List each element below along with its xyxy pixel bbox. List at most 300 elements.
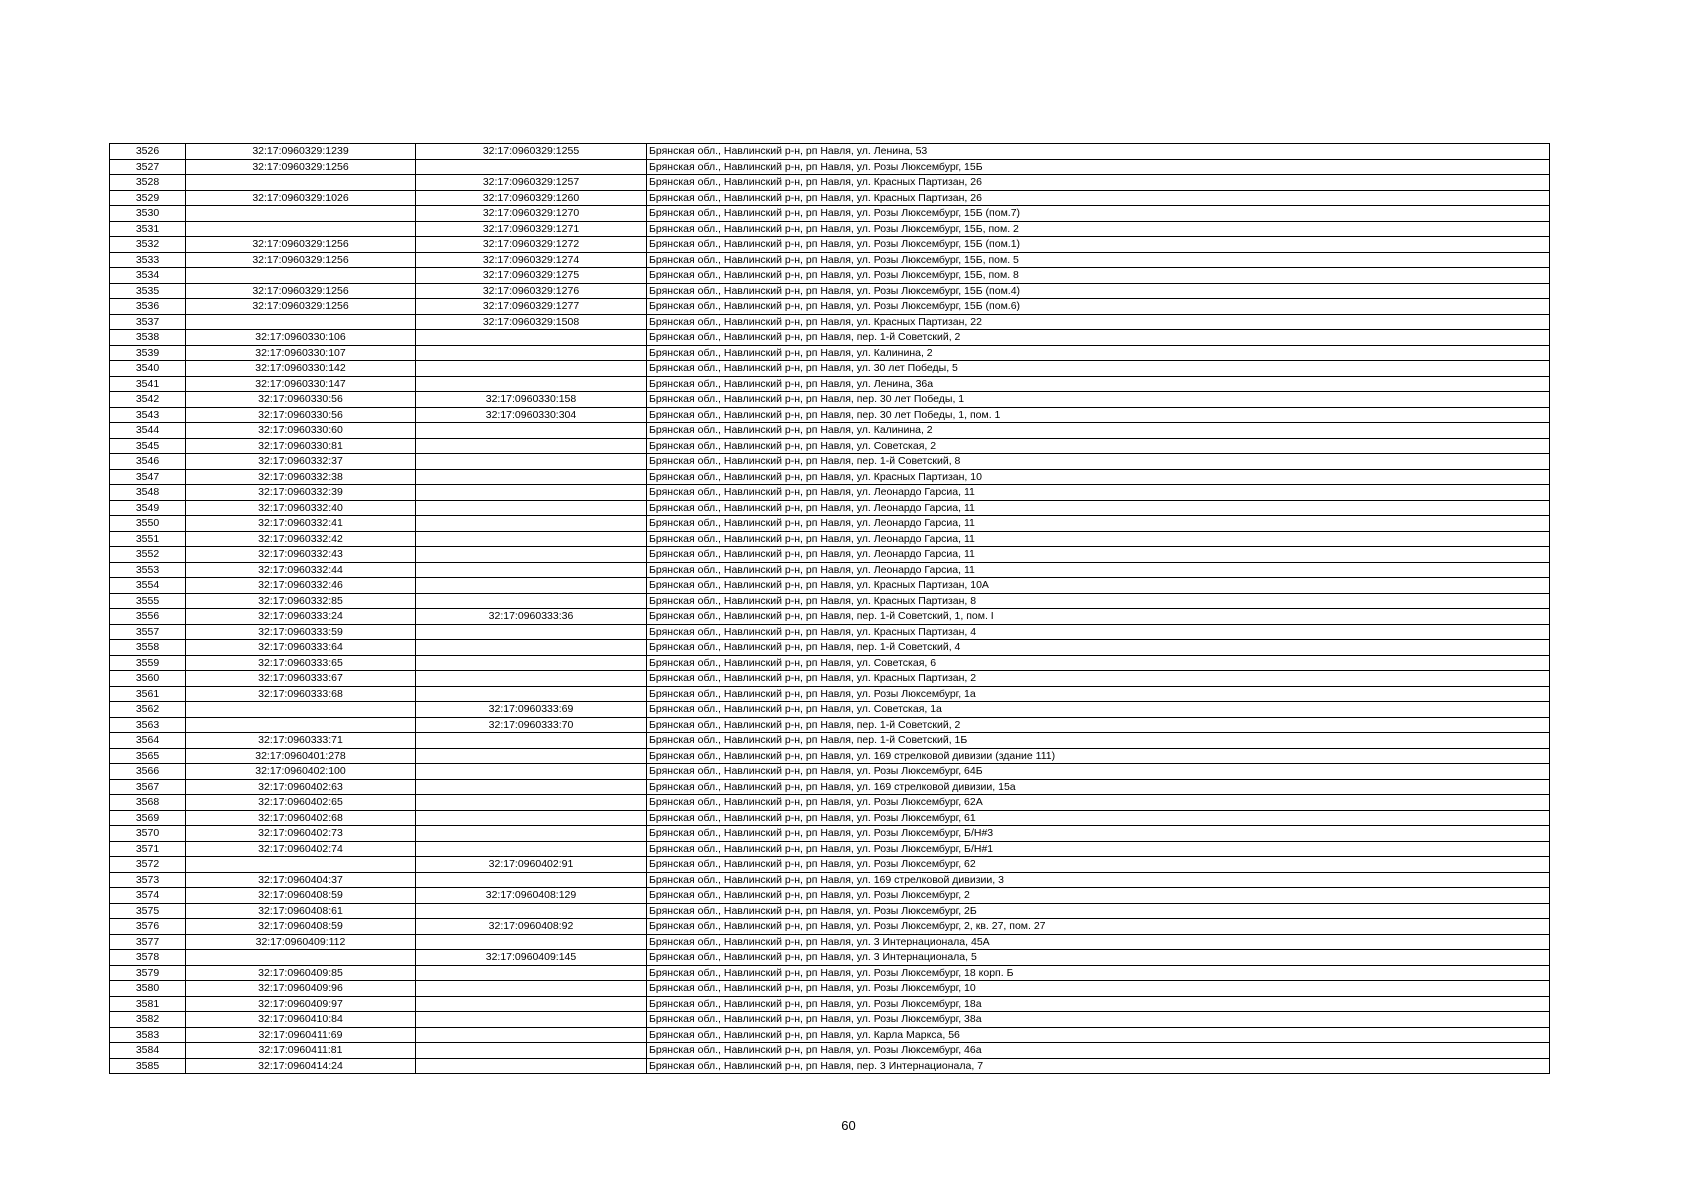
row-number-cell: 3546 xyxy=(110,454,186,470)
row-number-cell: 3550 xyxy=(110,516,186,532)
address-cell: Брянская обл., Навлинский р-н, рп Навля, ул. Леонардо Гарсиа, 11 xyxy=(647,500,1550,516)
cadastral-number-cell: 32:17:0960333:64 xyxy=(186,640,416,656)
address-cell: Брянская обл., Навлинский р-н, рп Навля, ул. 30 лет Победы, 5 xyxy=(647,361,1550,377)
address-cell: Брянская обл., Навлинский р-н, рп Навля, ул. Розы Люксембург, 15Б, пом. 2 xyxy=(647,221,1550,237)
cadastral-number-cell: 32:17:0960402:100 xyxy=(186,764,416,780)
row-number-cell: 3579 xyxy=(110,965,186,981)
address-cell: Брянская обл., Навлинский р-н, рп Навля, ул. Красных Партизан, 4 xyxy=(647,624,1550,640)
address-cell: Брянская обл., Навлинский р-н, рп Навля, ул. Советская, 2 xyxy=(647,438,1550,454)
related-cadastral-number-cell xyxy=(416,516,647,532)
table-row xyxy=(110,407,1550,423)
table-row xyxy=(110,361,1550,377)
address-cell: Брянская обл., Навлинский р-н, рп Навля, ул. Розы Люксембург, 62А xyxy=(647,795,1550,811)
cadastral-number-cell: 32:17:0960409:112 xyxy=(186,934,416,950)
table-row xyxy=(110,686,1550,702)
cadastral-number-cell: 32:17:0960409:96 xyxy=(186,981,416,997)
address-cell: Брянская обл., Навлинский р-н, рп Навля, ул. Калинина, 2 xyxy=(647,423,1550,439)
address-cell: Брянская обл., Навлинский р-н, рп Навля, ул. Розы Люксембург, 15Б, пом. 8 xyxy=(647,268,1550,284)
address-cell: Брянская обл., Навлинский р-н, рп Навля, ул. Ленина, 53 xyxy=(647,144,1550,160)
row-number-cell: 3583 xyxy=(110,1027,186,1043)
cadastral-number-cell: 32:17:0960408:61 xyxy=(186,903,416,919)
related-cadastral-number-cell xyxy=(416,810,647,826)
address-cell: Брянская обл., Навлинский р-н, рп Навля, ул. 169 стрелковой дивизии, 3 xyxy=(647,872,1550,888)
row-number-cell: 3563 xyxy=(110,717,186,733)
cadastral-number-cell: 32:17:0960333:65 xyxy=(186,655,416,671)
row-number-cell: 3569 xyxy=(110,810,186,826)
cadastral-number-cell: 32:17:0960329:1026 xyxy=(186,190,416,206)
row-number-cell: 3582 xyxy=(110,1012,186,1028)
cadastral-number-cell: 32:17:0960330:147 xyxy=(186,376,416,392)
related-cadastral-number-cell xyxy=(416,159,647,175)
related-cadastral-number-cell: 32:17:0960333:36 xyxy=(416,609,647,625)
row-number-cell: 3578 xyxy=(110,950,186,966)
cadastral-number-cell: 32:17:0960409:97 xyxy=(186,996,416,1012)
table-row xyxy=(110,252,1550,268)
related-cadastral-number-cell xyxy=(416,1027,647,1043)
row-number-cell: 3560 xyxy=(110,671,186,687)
related-cadastral-number-cell: 32:17:0960329:1277 xyxy=(416,299,647,315)
row-number-cell: 3539 xyxy=(110,345,186,361)
address-cell: Брянская обл., Навлинский р-н, рп Навля, ул. Леонардо Гарсиа, 11 xyxy=(647,485,1550,501)
row-number-cell: 3558 xyxy=(110,640,186,656)
table-row xyxy=(110,841,1550,857)
address-cell: Брянская обл., Навлинский р-н, рп Навля, пер. 1-й Советский, 1Б xyxy=(647,733,1550,749)
row-number-cell: 3535 xyxy=(110,283,186,299)
row-number-cell: 3570 xyxy=(110,826,186,842)
related-cadastral-number-cell xyxy=(416,981,647,997)
related-cadastral-number-cell xyxy=(416,624,647,640)
table-row xyxy=(110,981,1550,997)
related-cadastral-number-cell: 32:17:0960329:1272 xyxy=(416,237,647,253)
address-cell: Брянская обл., Навлинский р-н, рп Навля, ул. Розы Люксембург, 61 xyxy=(647,810,1550,826)
cadastral-number-cell: 32:17:0960330:106 xyxy=(186,330,416,346)
cadastral-number-cell: 32:17:0960404:37 xyxy=(186,872,416,888)
table-row xyxy=(110,903,1550,919)
address-cell: Брянская обл., Навлинский р-н, рп Навля, ул. 3 Интернационала, 5 xyxy=(647,950,1550,966)
address-cell: Брянская обл., Навлинский р-н, рп Навля, ул. 169 стрелковой дивизии (здание 111) xyxy=(647,748,1550,764)
related-cadastral-number-cell: 32:17:0960402:91 xyxy=(416,857,647,873)
table-row xyxy=(110,748,1550,764)
related-cadastral-number-cell: 32:17:0960329:1260 xyxy=(416,190,647,206)
row-number-cell: 3568 xyxy=(110,795,186,811)
row-number-cell: 3537 xyxy=(110,314,186,330)
cadastral-number-cell xyxy=(186,206,416,222)
cadastral-number-cell: 32:17:0960330:56 xyxy=(186,407,416,423)
cadastral-number-cell: 32:17:0960409:85 xyxy=(186,965,416,981)
related-cadastral-number-cell: 32:17:0960408:92 xyxy=(416,919,647,935)
cadastral-number-cell: 32:17:0960332:42 xyxy=(186,531,416,547)
address-cell: Брянская обл., Навлинский р-н, рп Навля, ул. Розы Люксембург, 18а xyxy=(647,996,1550,1012)
table-row xyxy=(110,1027,1550,1043)
table-row xyxy=(110,810,1550,826)
row-number-cell: 3534 xyxy=(110,268,186,284)
related-cadastral-number-cell xyxy=(416,376,647,392)
related-cadastral-number-cell xyxy=(416,965,647,981)
related-cadastral-number-cell xyxy=(416,996,647,1012)
row-number-cell: 3547 xyxy=(110,469,186,485)
address-cell: Брянская обл., Навлинский р-н, рп Навля, ул. Красных Партизан, 26 xyxy=(647,190,1550,206)
cadastral-number-cell: 32:17:0960402:63 xyxy=(186,779,416,795)
address-cell: Брянская обл., Навлинский р-н, рп Навля, ул. Советская, 1а xyxy=(647,702,1550,718)
address-cell: Брянская обл., Навлинский р-н, рп Навля, ул. Красных Партизан, 10 xyxy=(647,469,1550,485)
address-cell: Брянская обл., Навлинский р-н, рп Навля, ул. Розы Люксембург, 2, кв. 27, пом. 27 xyxy=(647,919,1550,935)
row-number-cell: 3581 xyxy=(110,996,186,1012)
table-row xyxy=(110,996,1550,1012)
address-cell: Брянская обл., Навлинский р-н, рп Навля, ул. Советская, 6 xyxy=(647,655,1550,671)
table-row xyxy=(110,469,1550,485)
address-cell: Брянская обл., Навлинский р-н, рп Навля, пер. 1-й Советский, 2 xyxy=(647,330,1550,346)
address-cell: Брянская обл., Навлинский р-н, рп Навля, ул. Розы Люксембург, 1а xyxy=(647,686,1550,702)
table-row xyxy=(110,872,1550,888)
row-number-cell: 3528 xyxy=(110,175,186,191)
row-number-cell: 3573 xyxy=(110,872,186,888)
row-number-cell: 3584 xyxy=(110,1043,186,1059)
table-row xyxy=(110,624,1550,640)
related-cadastral-number-cell xyxy=(416,826,647,842)
related-cadastral-number-cell: 32:17:0960409:145 xyxy=(416,950,647,966)
related-cadastral-number-cell: 32:17:0960329:1276 xyxy=(416,283,647,299)
cadastral-number-cell: 32:17:0960332:38 xyxy=(186,469,416,485)
cadastral-number-cell: 32:17:0960329:1256 xyxy=(186,159,416,175)
registry-table-body xyxy=(110,144,1550,1074)
row-number-cell: 3553 xyxy=(110,562,186,578)
related-cadastral-number-cell: 32:17:0960330:158 xyxy=(416,392,647,408)
address-cell: Брянская обл., Навлинский р-н, рп Навля, ул. Розы Люксембург, 15Б (пом.1) xyxy=(647,237,1550,253)
table-row xyxy=(110,919,1550,935)
cadastral-number-cell xyxy=(186,702,416,718)
cadastral-number-cell: 32:17:0960332:43 xyxy=(186,547,416,563)
table-row xyxy=(110,717,1550,733)
related-cadastral-number-cell xyxy=(416,562,647,578)
row-number-cell: 3544 xyxy=(110,423,186,439)
cadastral-number-cell: 32:17:0960402:74 xyxy=(186,841,416,857)
cadastral-number-cell: 32:17:0960330:142 xyxy=(186,361,416,377)
cadastral-number-cell: 32:17:0960411:69 xyxy=(186,1027,416,1043)
cadastral-number-cell: 32:17:0960332:85 xyxy=(186,593,416,609)
row-number-cell: 3577 xyxy=(110,934,186,950)
cadastral-number-cell: 32:17:0960332:41 xyxy=(186,516,416,532)
related-cadastral-number-cell xyxy=(416,438,647,454)
table-row xyxy=(110,516,1550,532)
address-cell: Брянская обл., Навлинский р-н, рп Навля, ул. 3 Интернационала, 45А xyxy=(647,934,1550,950)
address-cell: Брянская обл., Навлинский р-н, рп Навля, ул. Розы Люксембург, 10 xyxy=(647,981,1550,997)
table-row xyxy=(110,237,1550,253)
table-row xyxy=(110,190,1550,206)
row-number-cell: 3538 xyxy=(110,330,186,346)
table-row xyxy=(110,454,1550,470)
row-number-cell: 3527 xyxy=(110,159,186,175)
address-cell: Брянская обл., Навлинский р-н, рп Навля, ул. Леонардо Гарсиа, 11 xyxy=(647,562,1550,578)
address-cell: Брянская обл., Навлинский р-н, рп Навля, ул. Красных Партизан, 8 xyxy=(647,593,1550,609)
related-cadastral-number-cell xyxy=(416,671,647,687)
cadastral-number-cell xyxy=(186,717,416,733)
address-cell: Брянская обл., Навлинский р-н, рп Навля, ул. Ленина, 36а xyxy=(647,376,1550,392)
cadastral-number-cell: 32:17:0960414:24 xyxy=(186,1058,416,1074)
row-number-cell: 3562 xyxy=(110,702,186,718)
row-number-cell: 3540 xyxy=(110,361,186,377)
table-row xyxy=(110,1012,1550,1028)
table-row xyxy=(110,206,1550,222)
cadastral-number-cell: 32:17:0960330:60 xyxy=(186,423,416,439)
cadastral-number-cell: 32:17:0960332:39 xyxy=(186,485,416,501)
table-row xyxy=(110,779,1550,795)
table-row xyxy=(110,159,1550,175)
address-cell: Брянская обл., Навлинский р-н, рп Навля, пер. 30 лет Победы, 1, пом. 1 xyxy=(647,407,1550,423)
row-number-cell: 3533 xyxy=(110,252,186,268)
cadastral-number-cell: 32:17:0960333:67 xyxy=(186,671,416,687)
table-row xyxy=(110,500,1550,516)
address-cell: Брянская обл., Навлинский р-н, рп Навля, пер. 1-й Советский, 2 xyxy=(647,717,1550,733)
cadastral-number-cell: 32:17:0960333:24 xyxy=(186,609,416,625)
address-cell: Брянская обл., Навлинский р-н, рп Навля, ул. Розы Люксембург, Б/Н#3 xyxy=(647,826,1550,842)
row-number-cell: 3555 xyxy=(110,593,186,609)
cadastral-number-cell xyxy=(186,857,416,873)
row-number-cell: 3526 xyxy=(110,144,186,160)
address-cell: Брянская обл., Навлинский р-н, рп Навля, пер. 1-й Советский, 4 xyxy=(647,640,1550,656)
table-row xyxy=(110,531,1550,547)
row-number-cell: 3567 xyxy=(110,779,186,795)
related-cadastral-number-cell xyxy=(416,423,647,439)
row-number-cell: 3536 xyxy=(110,299,186,315)
table-row xyxy=(110,655,1550,671)
related-cadastral-number-cell xyxy=(416,485,647,501)
row-number-cell: 3580 xyxy=(110,981,186,997)
row-number-cell: 3572 xyxy=(110,857,186,873)
cadastral-number-cell: 32:17:0960402:68 xyxy=(186,810,416,826)
cadastral-number-cell: 32:17:0960332:37 xyxy=(186,454,416,470)
related-cadastral-number-cell: 32:17:0960330:304 xyxy=(416,407,647,423)
address-cell: Брянская обл., Навлинский р-н, рп Навля, ул. Красных Партизан, 2 xyxy=(647,671,1550,687)
address-cell: Брянская обл., Навлинский р-н, рп Навля, пер. 1-й Советский, 8 xyxy=(647,454,1550,470)
related-cadastral-number-cell xyxy=(416,593,647,609)
related-cadastral-number-cell xyxy=(416,1058,647,1074)
row-number-cell: 3576 xyxy=(110,919,186,935)
row-number-cell: 3549 xyxy=(110,500,186,516)
address-cell: Брянская обл., Навлинский р-н, рп Навля, ул. Розы Люксембург, 15Б (пом.6) xyxy=(647,299,1550,315)
related-cadastral-number-cell xyxy=(416,361,647,377)
related-cadastral-number-cell xyxy=(416,330,647,346)
cadastral-number-cell: 32:17:0960329:1256 xyxy=(186,237,416,253)
cadastral-number-cell: 32:17:0960329:1256 xyxy=(186,252,416,268)
table-row xyxy=(110,1058,1550,1074)
address-cell: Брянская обл., Навлинский р-н, рп Навля, ул. Леонардо Гарсиа, 11 xyxy=(647,547,1550,563)
row-number-cell: 3566 xyxy=(110,764,186,780)
table-row xyxy=(110,640,1550,656)
cadastral-number-cell: 32:17:0960411:81 xyxy=(186,1043,416,1059)
address-cell: Брянская обл., Навлинский р-н, рп Навля, ул. Розы Люксембург, 2Б xyxy=(647,903,1550,919)
table-row xyxy=(110,764,1550,780)
address-cell: Брянская обл., Навлинский р-н, рп Навля, ул. Розы Люксембург, 15Б, пом. 5 xyxy=(647,252,1550,268)
cadastral-number-cell: 32:17:0960408:59 xyxy=(186,888,416,904)
row-number-cell: 3571 xyxy=(110,841,186,857)
related-cadastral-number-cell xyxy=(416,655,647,671)
related-cadastral-number-cell xyxy=(416,500,647,516)
address-cell: Брянская обл., Навлинский р-н, рп Навля, ул. Розы Люксембург, 18 корп. Б xyxy=(647,965,1550,981)
cadastral-number-cell xyxy=(186,175,416,191)
address-cell: Брянская обл., Навлинский р-н, рп Навля, ул. Красных Партизан, 22 xyxy=(647,314,1550,330)
cadastral-number-cell: 32:17:0960408:59 xyxy=(186,919,416,935)
row-number-cell: 3552 xyxy=(110,547,186,563)
cadastral-number-cell: 32:17:0960330:56 xyxy=(186,392,416,408)
table-row xyxy=(110,888,1550,904)
related-cadastral-number-cell: 32:17:0960329:1508 xyxy=(416,314,647,330)
row-number-cell: 3575 xyxy=(110,903,186,919)
address-cell: Брянская обл., Навлинский р-н, рп Навля, ул. Розы Люксембург, 15Б (пом.4) xyxy=(647,283,1550,299)
related-cadastral-number-cell: 32:17:0960329:1270 xyxy=(416,206,647,222)
table-row xyxy=(110,376,1550,392)
row-number-cell: 3554 xyxy=(110,578,186,594)
table-row xyxy=(110,702,1550,718)
table-row xyxy=(110,392,1550,408)
table-row xyxy=(110,175,1550,191)
table-row xyxy=(110,221,1550,237)
cadastral-number-cell xyxy=(186,221,416,237)
related-cadastral-number-cell xyxy=(416,686,647,702)
table-row xyxy=(110,826,1550,842)
address-cell: Брянская обл., Навлинский р-н, рп Навля, ул. Розы Люксембург, 2 xyxy=(647,888,1550,904)
address-cell: Брянская обл., Навлинский р-н, рп Навля, ул. Леонардо Гарсиа, 11 xyxy=(647,531,1550,547)
related-cadastral-number-cell: 32:17:0960329:1255 xyxy=(416,144,647,160)
table-row xyxy=(110,733,1550,749)
related-cadastral-number-cell: 32:17:0960329:1274 xyxy=(416,252,647,268)
row-number-cell: 3561 xyxy=(110,686,186,702)
table-row xyxy=(110,562,1550,578)
related-cadastral-number-cell xyxy=(416,454,647,470)
table-row xyxy=(110,950,1550,966)
related-cadastral-number-cell: 32:17:0960329:1257 xyxy=(416,175,647,191)
table-row xyxy=(110,283,1550,299)
table-row xyxy=(110,438,1550,454)
row-number-cell: 3545 xyxy=(110,438,186,454)
row-number-cell: 3559 xyxy=(110,655,186,671)
row-number-cell: 3542 xyxy=(110,392,186,408)
cadastral-number-cell: 32:17:0960332:44 xyxy=(186,562,416,578)
related-cadastral-number-cell: 32:17:0960329:1271 xyxy=(416,221,647,237)
row-number-cell: 3548 xyxy=(110,485,186,501)
address-cell: Брянская обл., Навлинский р-н, рп Навля, ул. Розы Люксембург, 15Б xyxy=(647,159,1550,175)
table-row xyxy=(110,934,1550,950)
row-number-cell: 3530 xyxy=(110,206,186,222)
address-cell: Брянская обл., Навлинский р-н, рп Навля, ул. Розы Люксембург, 62 xyxy=(647,857,1550,873)
address-cell: Брянская обл., Навлинский р-н, рп Навля, ул. Карла Маркса, 56 xyxy=(647,1027,1550,1043)
cadastral-number-cell: 32:17:0960401:278 xyxy=(186,748,416,764)
related-cadastral-number-cell xyxy=(416,469,647,485)
page-number: 60 xyxy=(841,1118,856,1133)
cadastral-number-cell: 32:17:0960332:46 xyxy=(186,578,416,594)
cadastral-number-cell: 32:17:0960333:71 xyxy=(186,733,416,749)
related-cadastral-number-cell xyxy=(416,795,647,811)
related-cadastral-number-cell: 32:17:0960333:70 xyxy=(416,717,647,733)
table-row xyxy=(110,314,1550,330)
table-row xyxy=(110,593,1550,609)
cadastral-number-cell xyxy=(186,268,416,284)
cadastral-number-cell: 32:17:0960330:107 xyxy=(186,345,416,361)
related-cadastral-number-cell xyxy=(416,872,647,888)
cadastral-number-cell: 32:17:0960329:1239 xyxy=(186,144,416,160)
cadastral-number-cell: 32:17:0960333:59 xyxy=(186,624,416,640)
related-cadastral-number-cell: 32:17:0960329:1275 xyxy=(416,268,647,284)
registry-table xyxy=(109,143,1550,1074)
table-row xyxy=(110,547,1550,563)
address-cell: Брянская обл., Навлинский р-н, рп Навля, пер. 1-й Советский, 1, пом. I xyxy=(647,609,1550,625)
related-cadastral-number-cell xyxy=(416,764,647,780)
table-row xyxy=(110,330,1550,346)
cadastral-number-cell xyxy=(186,314,416,330)
address-cell: Брянская обл., Навлинский р-н, рп Навля, ул. Розы Люксембург, Б/Н#1 xyxy=(647,841,1550,857)
address-cell: Брянская обл., Навлинский р-н, рп Навля, пер. 3 Интернационала, 7 xyxy=(647,1058,1550,1074)
table-row xyxy=(110,268,1550,284)
related-cadastral-number-cell xyxy=(416,903,647,919)
cadastral-number-cell: 32:17:0960330:81 xyxy=(186,438,416,454)
address-cell: Брянская обл., Навлинский р-н, рп Навля, ул. Розы Люксембург, 15Б (пом.7) xyxy=(647,206,1550,222)
table-row xyxy=(110,795,1550,811)
related-cadastral-number-cell xyxy=(416,748,647,764)
cadastral-number-cell: 32:17:0960329:1256 xyxy=(186,299,416,315)
related-cadastral-number-cell xyxy=(416,779,647,795)
related-cadastral-number-cell xyxy=(416,1012,647,1028)
address-cell: Брянская обл., Навлинский р-н, рп Навля, ул. Розы Люксембург, 38а xyxy=(647,1012,1550,1028)
table-row xyxy=(110,857,1550,873)
row-number-cell: 3574 xyxy=(110,888,186,904)
address-cell: Брянская обл., Навлинский р-н, рп Навля, ул. Розы Люксембург, 64Б xyxy=(647,764,1550,780)
cadastral-number-cell: 32:17:0960329:1256 xyxy=(186,283,416,299)
related-cadastral-number-cell: 32:17:0960333:69 xyxy=(416,702,647,718)
row-number-cell: 3565 xyxy=(110,748,186,764)
row-number-cell: 3532 xyxy=(110,237,186,253)
related-cadastral-number-cell xyxy=(416,733,647,749)
table-row xyxy=(110,423,1550,439)
address-cell: Брянская обл., Навлинский р-н, рп Навля, ул. Леонардо Гарсиа, 11 xyxy=(647,516,1550,532)
cadastral-number-cell: 32:17:0960332:40 xyxy=(186,500,416,516)
related-cadastral-number-cell: 32:17:0960408:129 xyxy=(416,888,647,904)
row-number-cell: 3543 xyxy=(110,407,186,423)
related-cadastral-number-cell xyxy=(416,934,647,950)
related-cadastral-number-cell xyxy=(416,547,647,563)
related-cadastral-number-cell xyxy=(416,640,647,656)
row-number-cell: 3556 xyxy=(110,609,186,625)
table-row xyxy=(110,965,1550,981)
related-cadastral-number-cell xyxy=(416,345,647,361)
address-cell: Брянская обл., Навлинский р-н, рп Навля, ул. 169 стрелковой дивизии, 15а xyxy=(647,779,1550,795)
table-row xyxy=(110,578,1550,594)
related-cadastral-number-cell xyxy=(416,841,647,857)
table-row xyxy=(110,345,1550,361)
row-number-cell: 3557 xyxy=(110,624,186,640)
row-number-cell: 3564 xyxy=(110,733,186,749)
row-number-cell: 3529 xyxy=(110,190,186,206)
cadastral-number-cell: 32:17:0960410:84 xyxy=(186,1012,416,1028)
related-cadastral-number-cell xyxy=(416,531,647,547)
cadastral-number-cell xyxy=(186,950,416,966)
table-row xyxy=(110,609,1550,625)
table-row xyxy=(110,1043,1550,1059)
address-cell: Брянская обл., Навлинский р-н, рп Навля, ул. Красных Партизан, 26 xyxy=(647,175,1550,191)
related-cadastral-number-cell xyxy=(416,1043,647,1059)
row-number-cell: 3531 xyxy=(110,221,186,237)
table-row xyxy=(110,671,1550,687)
cadastral-number-cell: 32:17:0960333:68 xyxy=(186,686,416,702)
address-cell: Брянская обл., Навлинский р-н, рп Навля, пер. 30 лет Победы, 1 xyxy=(647,392,1550,408)
row-number-cell: 3585 xyxy=(110,1058,186,1074)
cadastral-number-cell: 32:17:0960402:65 xyxy=(186,795,416,811)
cadastral-number-cell: 32:17:0960402:73 xyxy=(186,826,416,842)
table-row xyxy=(110,144,1550,160)
address-cell: Брянская обл., Навлинский р-н, рп Навля, ул. Красных Партизан, 10А xyxy=(647,578,1550,594)
table-row xyxy=(110,485,1550,501)
table-row xyxy=(110,299,1550,315)
address-cell: Брянская обл., Навлинский р-н, рп Навля, ул. Розы Люксембург, 46а xyxy=(647,1043,1550,1059)
row-number-cell: 3551 xyxy=(110,531,186,547)
